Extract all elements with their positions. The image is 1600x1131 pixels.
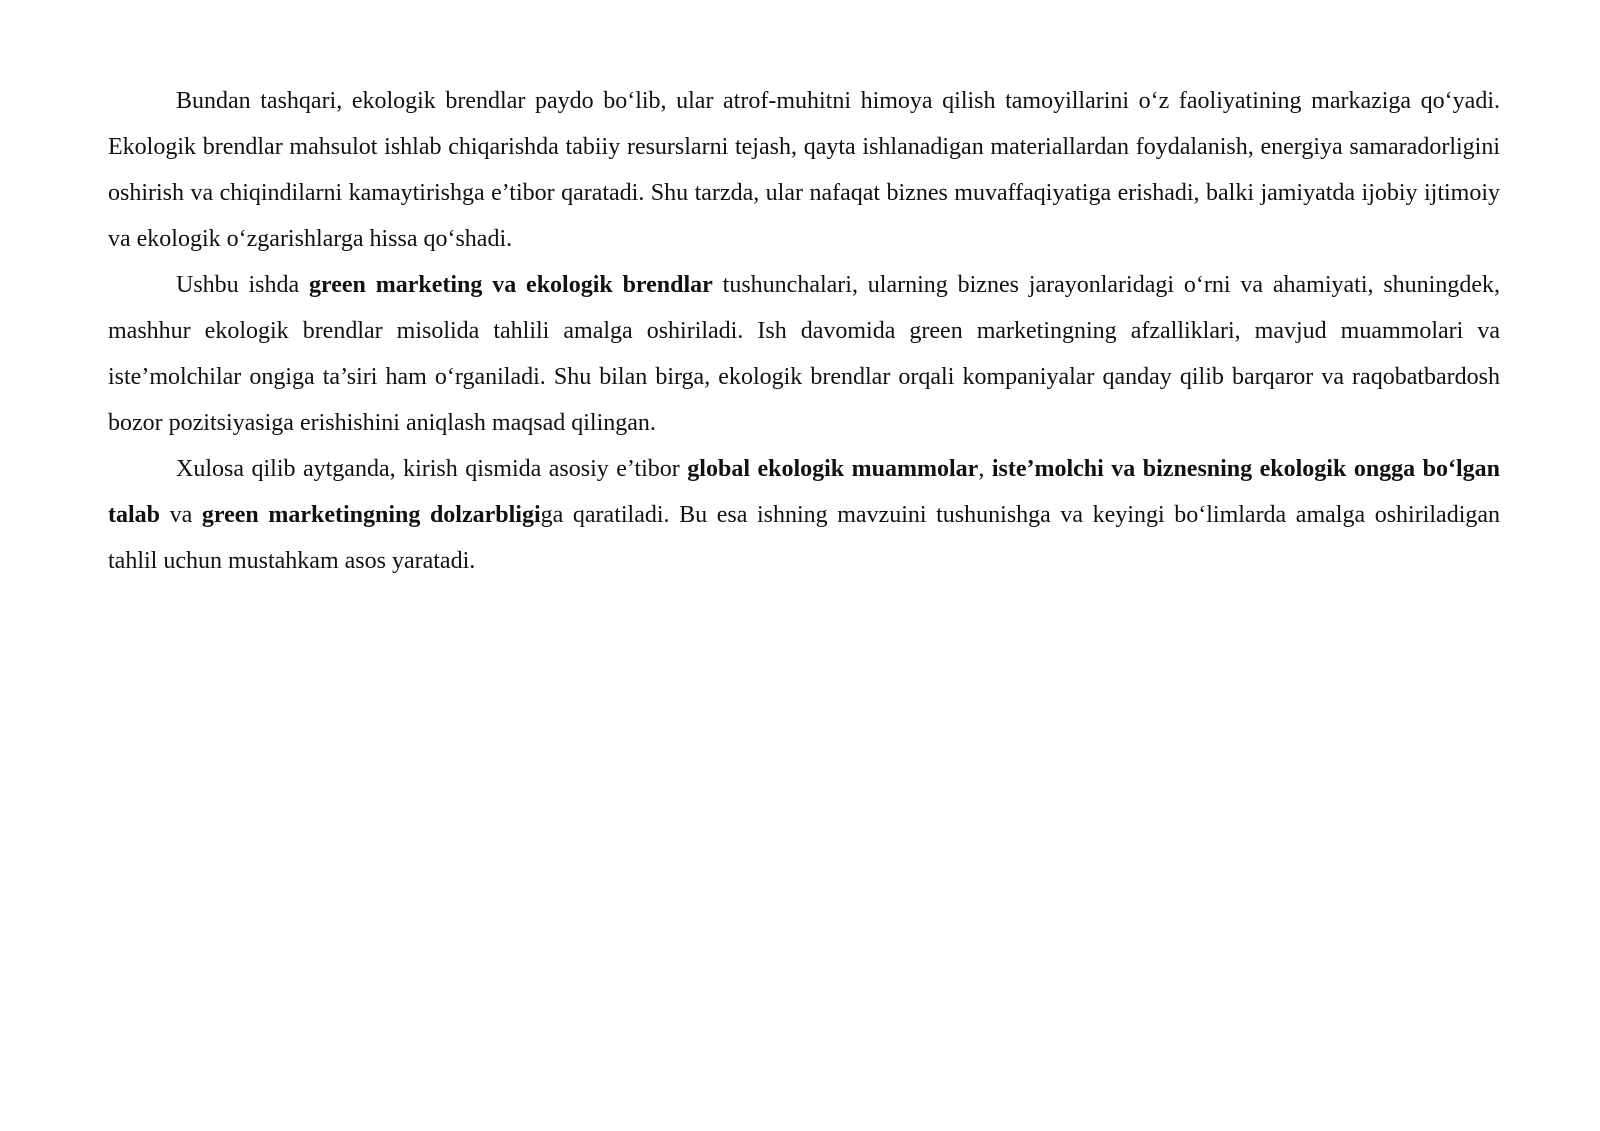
paragraph-1 (108, 78, 1500, 262)
text-segment: , (978, 456, 992, 482)
bold-phrase: iste’molchi va biznesning ekologik ongga bo‘lgan talab (108, 456, 1501, 528)
text-segment: tushunchalari, ularning biznes jarayonlaridagi o‘rni va ahamiyati, shuningdek, mashhur ekologik brendlar misolida tahlili amalga oshiriladi. Ish davomida green marketingning afzalliklari, mavjud muammolari va iste’molchilar ongiga ta’siri ham o‘rganiladi. Shu bilan birga, ekologik brendlar orqali kompaniyalar qanday qilib barqaror va raqobatbardosh bozor pozitsiyasiga erishishini aniqlash maqsad qilingan. (108, 272, 1500, 436)
text-segment: Bundan tashqari, ekologik brendlar paydo bo‘lib, ular atrof-muhitni himoya qilish tamoyillarini o‘z faoliyatining markaziga qo‘yadi. Ekologik brendlar mahsulot ishlab chiqarishda tabiiy resurslarni tejash, qayta ishlanadigan materiallardan foydalanish, energiya samaradorligini oshirish va chiqindilarni kamaytirishga e’tibor qaratadi. Shu tarzda, ular nafaqat biznes muvaffaqiyatiga erishadi, balki jamiyatda ijobiy ijtimoiy va ekologik o‘zgarishlarga hissa qo‘shadi. (108, 88, 1500, 252)
text-segment: Ushbu ishda (176, 272, 310, 298)
text-segment: ga qaratiladi. Bu esa ishning mavzuini tushunishga va keyingi bo‘limlarda amalga oshiriladigan tahlil uchun mustahkam asos yaratadi. (108, 502, 1501, 574)
document-body (108, 78, 1500, 584)
text-segment: Xulosa qilib aytganda, kirish qismida asosiy e’tibor (176, 456, 688, 482)
bold-phrase: global ekologik muammolar (687, 456, 979, 482)
paragraph-3 (108, 446, 1500, 584)
bold-phrase: green marketing va ekologik brendlar (309, 272, 713, 298)
bold-phrase: green marketingning dolzarbligi (201, 502, 541, 528)
paragraph-2 (108, 262, 1500, 446)
text-segment: va (160, 502, 202, 528)
